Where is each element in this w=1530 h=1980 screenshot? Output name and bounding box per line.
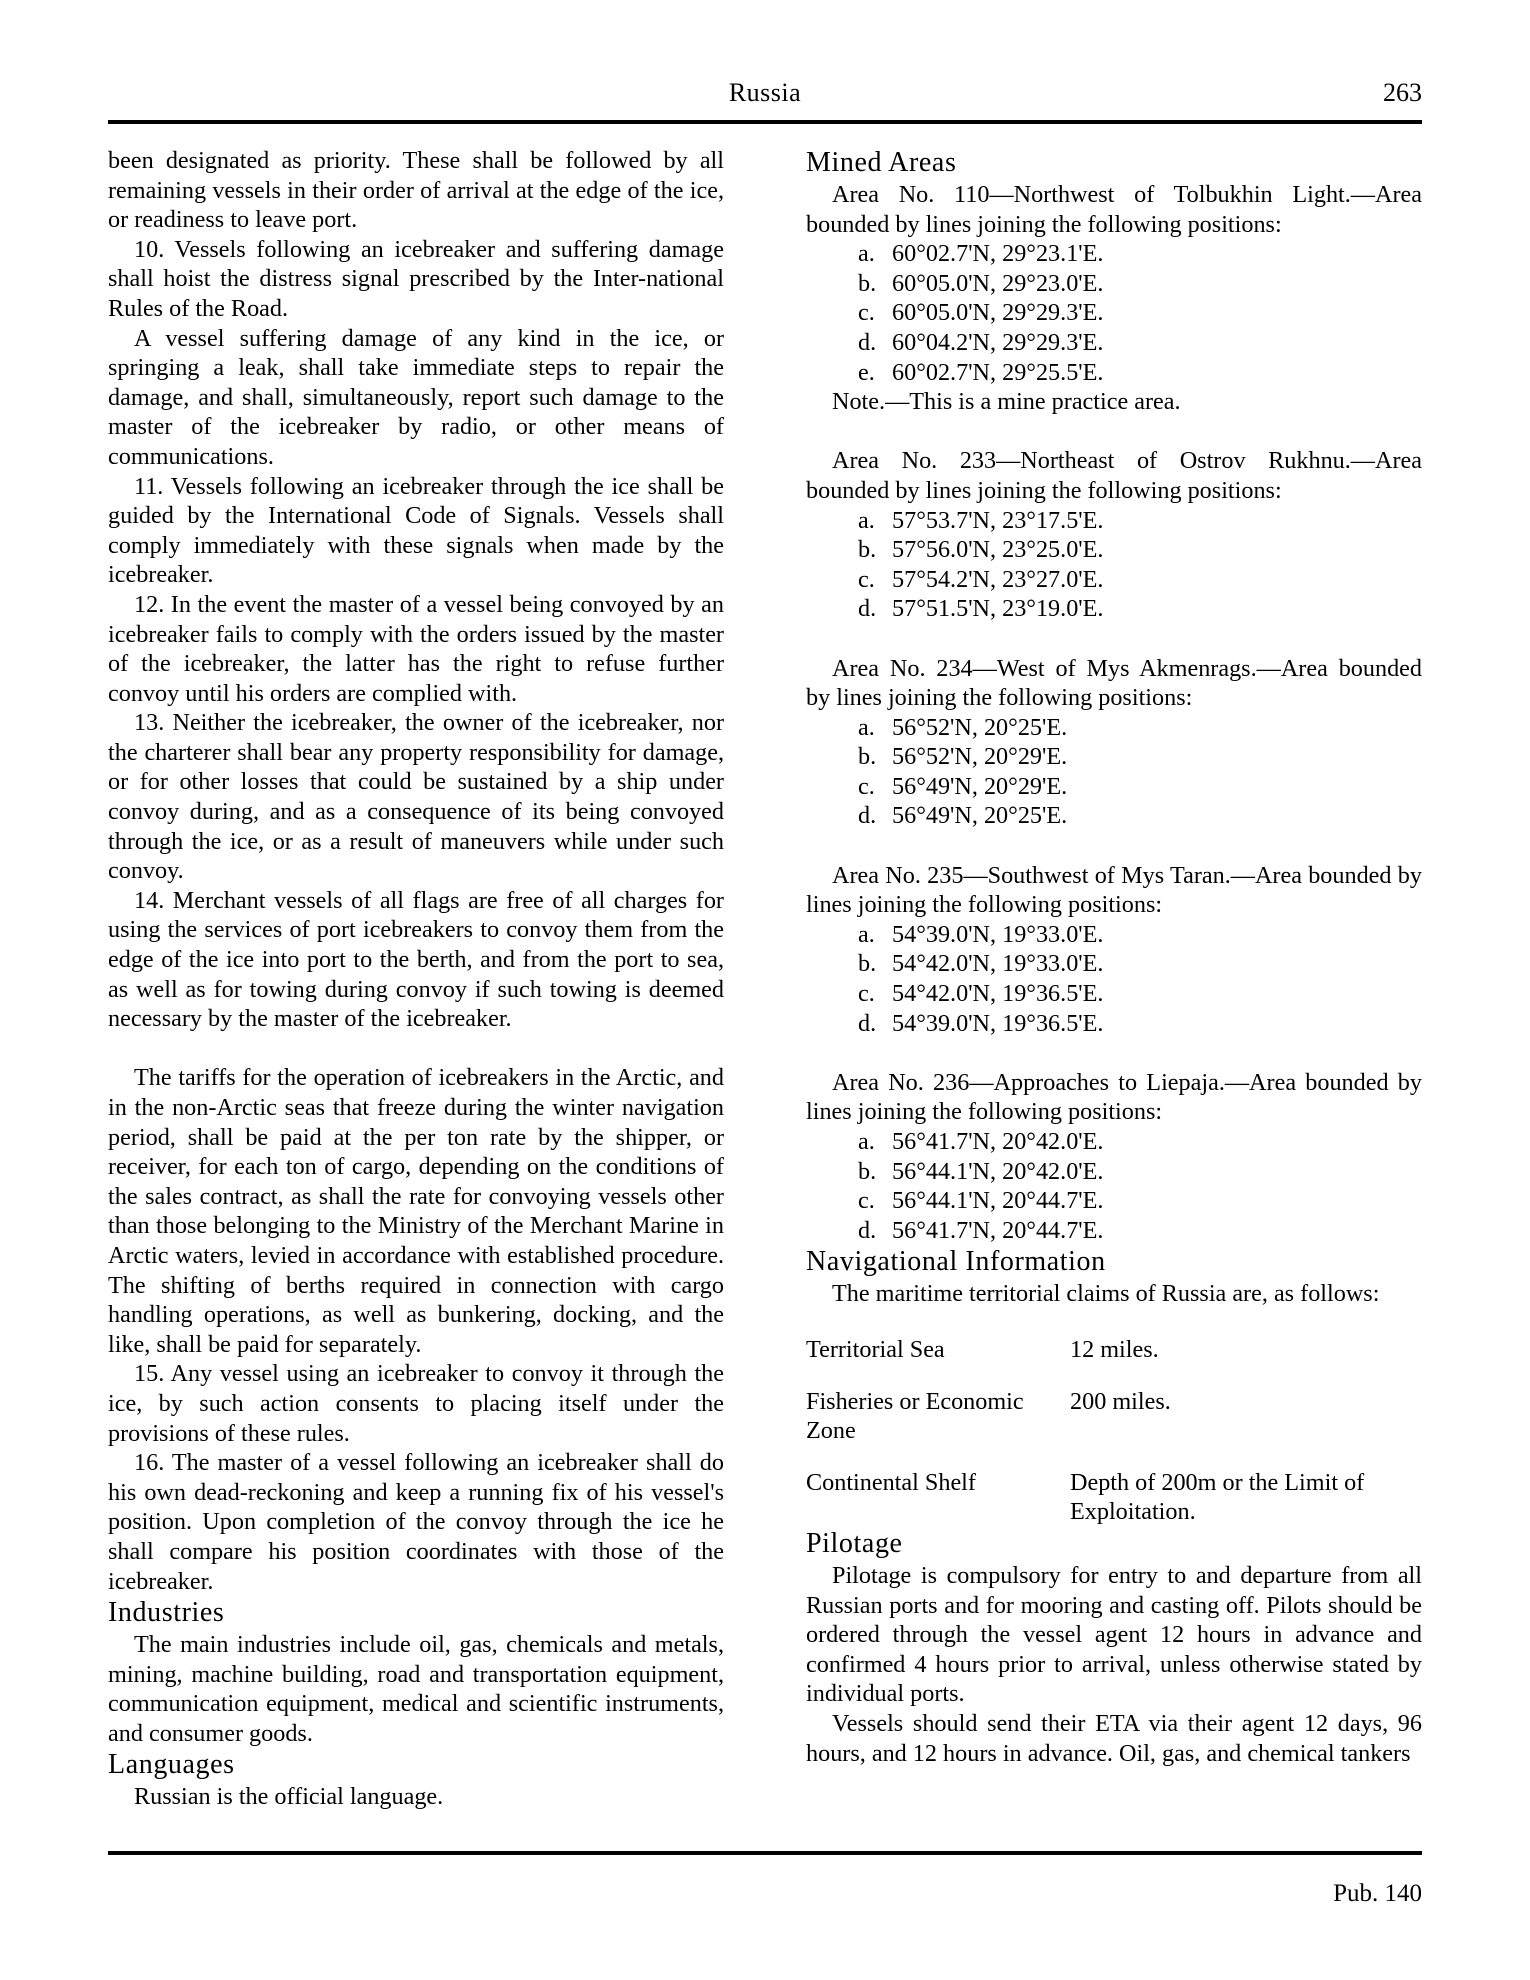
coordinate-label: c.: [858, 1187, 875, 1215]
coordinate-item: [806, 949, 1422, 979]
coordinate-list-110: [806, 239, 1422, 387]
right-column: [806, 146, 1422, 1768]
coordinate-value: 56°52'N, 20°29'E.: [892, 743, 1068, 771]
coordinate-label: d.: [858, 1009, 877, 1037]
coordinate-item: [806, 594, 1422, 624]
coordinate-value: 60°02.7'N, 29°23.1'E.: [892, 240, 1104, 268]
claim-value: 200 miles.: [1070, 1387, 1171, 1415]
footer-publication: Pub. 140: [1333, 1880, 1422, 1907]
coordinate-value: 60°02.7'N, 29°25.5'E.: [892, 358, 1104, 386]
section-heading-pilotage: Pilotage: [806, 1527, 903, 1559]
coordinate-list-236: [806, 1127, 1422, 1245]
tariffs-paragraph: The tariffs for the operation of icebreakers in the Arctic, and in the non-Arctic seas that freeze during the winter navigation period, shall be paid at the per ton rate by the shipper, or receiver, for each ton of cargo, depending on the conditions of the sales contract, as shall the rate for convoying vessels other than those belonging to the Ministry of the Merchant Marine in Arctic waters, levied in accordance with established procedure. The shifting of berths required in connection with cargo handling operations, as well as bunkering, docking, and the like, shall be paid for separately.: [108, 1064, 724, 1358]
section-heading-industries: Industries: [108, 1597, 225, 1629]
claim-term: Continental Shelf: [806, 1468, 976, 1496]
coordinate-value: 57°54.2'N, 23°27.0'E.: [892, 565, 1104, 593]
claim-term: Fisheries or Economic Zone: [806, 1387, 1024, 1445]
coordinate-label: d.: [858, 595, 877, 623]
coordinate-label: a.: [858, 506, 875, 534]
coordinate-value: 56°41.7'N, 20°44.7'E.: [892, 1216, 1104, 1244]
coordinate-label: c.: [858, 772, 875, 800]
coordinate-item: [806, 742, 1422, 772]
paragraph-continued: been designated as priority. These shall be followed by all remaining vessels in their order of arrival at the edge of the ice, or readiness to leave port.: [108, 147, 724, 234]
rule-item-10: 10. Vessels following an icebreaker and suffering damage shall hoist the distress signal prescribed by the Inter-national Rules of the Road.: [108, 235, 724, 322]
coordinate-item: [806, 358, 1422, 388]
coordinate-label: b.: [858, 269, 877, 297]
rule-item-11: 11. Vessels following an icebreaker through the ice shall be guided by the International Code of Signals. Vessels shall comply immediately with these signals when made by the icebreaker.: [108, 472, 724, 589]
coordinate-value: 56°49'N, 20°29'E.: [892, 772, 1068, 800]
footer-rule: [108, 1851, 1422, 1855]
table-row: [806, 1468, 1422, 1527]
coordinate-value: 57°53.7'N, 23°17.5'E.: [892, 506, 1104, 534]
coordinate-item: [806, 772, 1422, 802]
coordinate-item: [806, 565, 1422, 595]
coordinate-item: [806, 506, 1422, 536]
coordinate-value: 57°51.5'N, 23°19.0'E.: [892, 595, 1104, 623]
coordinate-value: 54°39.0'N, 19°33.0'E.: [892, 920, 1104, 948]
page-title: Russia: [728, 78, 802, 107]
section-heading-mined-areas: Mined Areas: [806, 147, 957, 178]
coordinate-list-235: [806, 920, 1422, 1038]
header-rule: [108, 120, 1422, 124]
mined-area-intro-110: Area No. 110—Northwest of Tolbukhin Light.—Area bounded by lines joining the following positions:: [806, 181, 1422, 238]
coordinate-item: [806, 1157, 1422, 1187]
coordinate-label: d.: [858, 802, 877, 830]
mined-area-note-110: Note.—This is a mine practice area.: [832, 388, 1181, 416]
coordinate-value: 56°41.7'N, 20°42.0'E.: [892, 1128, 1104, 1155]
coordinate-item: [806, 920, 1422, 950]
coordinate-label: a.: [858, 240, 875, 268]
table-row: [806, 1335, 1422, 1387]
claim-value: Depth of 200m or the Limit of Exploitation.: [1070, 1468, 1365, 1526]
rule-item-12: 12. In the event the master of a vessel being convoyed by an icebreaker fails to comply with the orders issued by the master of the icebreaker, the latter has the right to refuse further convoy until his orders are complied with.: [108, 590, 724, 707]
mined-area-intro-236: Area No. 236—Approaches to Liepaja.—Area bounded by lines joining the following positions:: [806, 1068, 1422, 1126]
coordinate-label: c.: [858, 299, 875, 327]
coordinate-item: [806, 1186, 1422, 1216]
coordinate-label: a.: [858, 1128, 875, 1155]
coordinate-value: 56°44.1'N, 20°44.7'E.: [892, 1187, 1104, 1215]
left-column: [108, 146, 724, 1812]
section-heading-languages: Languages: [108, 1749, 235, 1781]
coordinate-item: [806, 328, 1422, 358]
page-number: 263: [1383, 78, 1422, 107]
coordinate-item: [806, 713, 1422, 743]
coordinate-label: a.: [858, 713, 875, 741]
coordinate-value: 60°05.0'N, 29°23.0'E.: [892, 269, 1104, 297]
rule-item-16: 16. The master of a vessel following an icebreaker shall do his own dead-reckoning and keep a running fix of his vessel's position. Upon completion of the convoy through the ice he shall compare his position coordinates with those of the icebreaker.: [108, 1449, 724, 1595]
coordinate-value: 60°04.2'N, 29°29.3'E.: [892, 328, 1104, 356]
claim-term: Territorial Sea: [806, 1335, 945, 1363]
rule-item-14: 14. Merchant vessels of all flags are free of all charges for using the services of port icebreakers to convoy them from the edge of the ice into port to the berth, and from the port to sea, as well as for towing during convoy if such towing is deemed necessary by the master of the icebreaker.: [108, 886, 724, 1033]
coordinate-value: 54°42.0'N, 19°33.0'E.: [892, 950, 1104, 978]
coordinate-value: 54°39.0'N, 19°36.5'E.: [892, 1009, 1104, 1037]
rule-item-15: 15. Any vessel using an icebreaker to convoy it through the ice, by such action consents to placing itself under the provisions of these rules.: [108, 1360, 724, 1447]
rule-damage-paragraph: A vessel suffering damage of any kind in the ice, or springing a leak, shall take immediate steps to repair the damage, and shall, simultaneously, report such damage to the master of the icebreaker by radio, or other means of communications.: [108, 324, 724, 470]
section-heading-navigational-information: Navigational Information: [806, 1246, 1106, 1278]
running-head: [108, 78, 1422, 118]
territorial-claims-table: [806, 1335, 1422, 1527]
coordinate-label: c.: [858, 980, 875, 1008]
pilotage-paragraph-1: Pilotage is compulsory for entry to and departure from all Russian ports and for mooring and casting off. Pilots should be ordered through the vessel agent 12 hours in advance and confirmed 4 hours prior to arrival, unless otherwise stated by individual ports.: [806, 1561, 1422, 1708]
navigational-intro: The maritime territorial claims of Russia are, as follows:: [832, 1280, 1380, 1308]
coordinate-item: [806, 269, 1422, 299]
coordinate-label: c.: [858, 565, 875, 593]
coordinate-value: 56°52'N, 20°25'E.: [892, 713, 1068, 741]
mined-area-intro-233: Area No. 233—Northeast of Ostrov Rukhnu.—Area bounded by lines joining the following positions:: [806, 447, 1422, 504]
claim-value: 12 miles.: [1070, 1335, 1159, 1363]
coordinate-value: 60°05.0'N, 29°29.3'E.: [892, 299, 1104, 327]
coordinate-label: b.: [858, 743, 877, 771]
coordinate-item: [806, 1216, 1422, 1246]
coordinate-item: [806, 239, 1422, 269]
industries-paragraph: The main industries include oil, gas, chemicals and metals, mining, machine building, road and transportation equipment, communication equipment, medical and scientific instruments, and consumer goods.: [108, 1631, 724, 1747]
mined-area-intro-234: Area No. 234—West of Mys Akmenrags.—Area bounded by lines joining the following positions:: [806, 654, 1422, 712]
pilotage-paragraph-2: Vessels should send their ETA via their agent 12 days, 96 hours, and 12 hours in advance. Oil, gas, and chemical tankers: [806, 1709, 1422, 1767]
coordinate-list-233: [806, 506, 1422, 624]
coordinate-item: [806, 298, 1422, 328]
coordinate-label: e.: [858, 358, 875, 386]
coordinate-item: [806, 1009, 1422, 1039]
coordinate-list-234: [806, 713, 1422, 831]
coordinate-label: d.: [858, 1216, 877, 1244]
coordinate-item: [806, 979, 1422, 1009]
coordinate-value: 54°42.0'N, 19°36.5'E.: [892, 980, 1104, 1008]
coordinate-value: 57°56.0'N, 23°25.0'E.: [892, 536, 1104, 564]
mined-area-intro-235: Area No. 235—Southwest of Mys Taran.—Area bounded by lines joining the following positions:: [806, 861, 1422, 919]
coordinate-label: b.: [858, 536, 877, 564]
coordinate-item: [806, 535, 1422, 565]
coordinate-item: [806, 1127, 1422, 1157]
languages-paragraph: Russian is the official language.: [134, 1783, 444, 1811]
rule-item-13: 13. Neither the icebreaker, the owner of the icebreaker, nor the charterer shall bear any property responsibility for damage, or for other losses that could be sustained by a ship under convoy during, and as a consequence of its being convoyed through the ice, or as a result of maneuvers while under such convoy.: [108, 709, 724, 885]
coordinate-label: d.: [858, 328, 877, 356]
coordinate-value: 56°44.1'N, 20°42.0'E.: [892, 1157, 1104, 1185]
coordinate-label: b.: [858, 1157, 877, 1185]
table-row: [806, 1387, 1422, 1468]
coordinate-value: 56°49'N, 20°25'E.: [892, 802, 1068, 830]
coordinate-item: [806, 801, 1422, 831]
coordinate-label: b.: [858, 950, 877, 978]
coordinate-label: a.: [858, 920, 875, 948]
